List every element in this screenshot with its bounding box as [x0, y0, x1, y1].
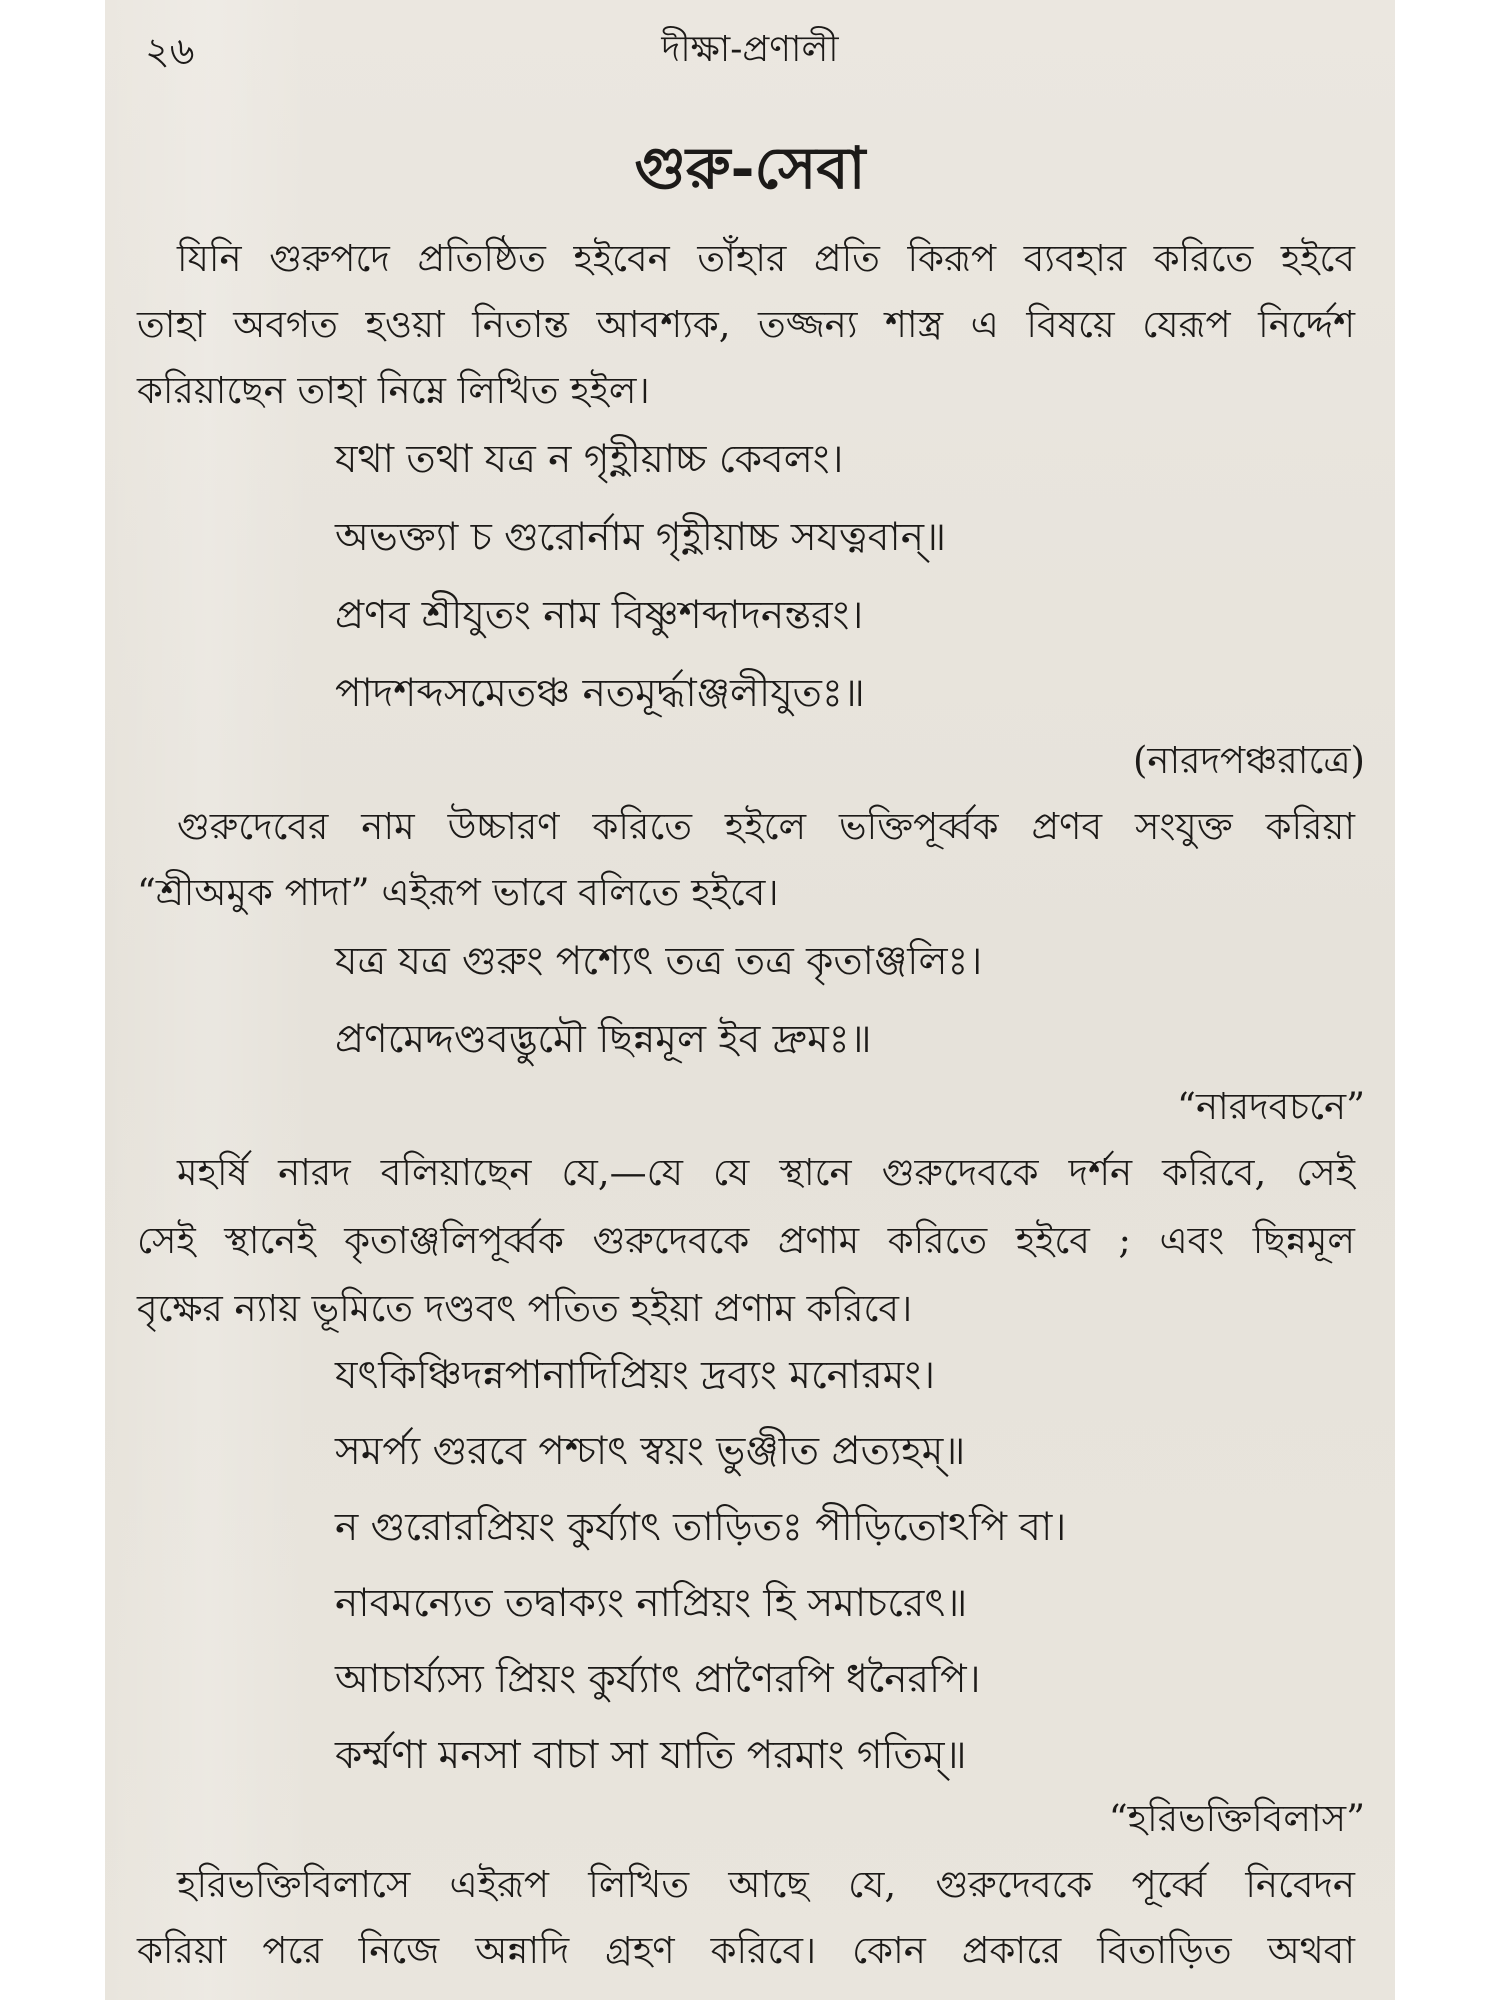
page-number: ২৬: [145, 29, 195, 73]
section-title: গুরু-সেবা: [634, 134, 866, 202]
paragraph-2-line-1: গুরুদেবের নাম উচ্চারণ করিতে হইলে ভক্তিপূর্ব্বক প্রণব সংযুক্ত করিয়া: [177, 805, 1355, 848]
paragraph-4-line-2: করিয়া পরে নিজে অন্নাদি গ্রহণ করিবে। কোন প্রকারে বিতাড়িত অথবা: [137, 1929, 1355, 1972]
verse-1-line-2: অভক্ত্যা চ গুরোর্নাম গৃহ্ণীয়াচ্চ সযত্নবান্॥: [335, 515, 947, 560]
paragraph-3-line-3: বৃক্ষের ন্যায় ভূমিতে দণ্ডবৎ পতিত হইয়া প্রণাম করিবে।: [137, 1287, 913, 1330]
verse-1-line-4: পাদশব্দসমেতঞ্চ নতমূর্দ্ধাঞ্জলীযুতঃ॥: [335, 671, 865, 716]
verse-2-line-2: প্রণমেদ্দণ্ডবদ্ভুমৌ ছিন্নমূল ইব দ্রুমঃ॥: [335, 1017, 872, 1062]
paragraph-1-line-3: করিয়াছেন তাহা নিম্নে লিখিত হইল।: [137, 369, 650, 412]
verse-1-line-1: যথা তথা যত্র ন গৃহ্ণীয়াচ্চ কেবলং।: [335, 437, 844, 482]
verse-3-line-4: নাবমন্যেত তদ্বাক্যং নাপ্রিয়ং হি সমাচরেৎ॥: [335, 1581, 968, 1626]
paragraph-2-line-2: “শ্রীঅমুক পাদা” এইরূপ ভাবে বলিতে হইবে।: [137, 871, 779, 914]
verse-3-line-1: যৎকিঞ্চিদন্নপানাদিপ্রিয়ং দ্রব্যং মনোরমং।: [335, 1353, 936, 1398]
verse-1-line-3: প্রণব শ্রীযুতং নাম বিষ্ণুশব্দাদনন্তরং।: [335, 593, 864, 638]
paragraph-1-line-1: যিনি গুরুপদে প্রতিষ্ঠিত হইবেন তাঁহার প্রতি কিরূপ ব্যবহার করিতে হইবে: [177, 237, 1355, 280]
paragraph-1-line-2: তাহা অবগত হওয়া নিতান্ত আবশ্যক, তজ্জন্য শাস্ত্র এ বিষয়ে যেরূপ নির্দ্দেশ: [137, 303, 1355, 346]
paragraph-3-line-2: সেই স্থানেই কৃতাঞ্জলিপূর্ব্বক গুরুদেবকে প্রণাম করিতে হইবে ; এবং ছিন্নমূল: [137, 1219, 1355, 1262]
page-header: [105, 22, 1395, 72]
verse-3-line-5: আচার্য্যস্য প্রিয়ং কুর্য্যাৎ প্রাণৈরপি ধনৈরপি।: [335, 1657, 981, 1702]
verse-1-source: (নারদপঞ্চরাত্রে): [1132, 739, 1365, 782]
verse-3-line-6: কর্ম্মণা মনসা বাচা সা যাতি পরমাং গতিম্॥: [335, 1733, 967, 1778]
running-title: দীক্ষা-প্রণালী: [661, 29, 839, 70]
paragraph-3-line-1: মহর্ষি নারদ বলিয়াছেন যে,—যে যে স্থানে গুরুদেবকে দর্শন করিবে, সেই: [177, 1151, 1355, 1194]
book-page: [105, 0, 1395, 2000]
verse-3-source: “হরিভক্তিবিলাস”: [1108, 1797, 1365, 1840]
verse-3-line-3: ন গুরোরপ্রিয়ং কুর্য্যাৎ তাড়িতঃ পীড়িতোঽপি বা।: [335, 1505, 1067, 1550]
verse-2-source: “নারদবচনে”: [1177, 1085, 1365, 1128]
verse-3-line-2: সমর্প্য গুরবে পশ্চাৎ স্বয়ং ভুঞ্জীত প্রত্যহম্॥: [335, 1429, 966, 1474]
paragraph-4-line-1: হরিভক্তিবিলাসে এইরূপ লিখিত আছে যে, গুরুদেবকে পূর্ব্বে নিবেদন: [177, 1863, 1355, 1906]
verse-2-line-1: যত্র যত্র গুরুং পশ্যেৎ তত্র তত্র কৃতাঞ্জলিঃ।: [335, 939, 983, 984]
